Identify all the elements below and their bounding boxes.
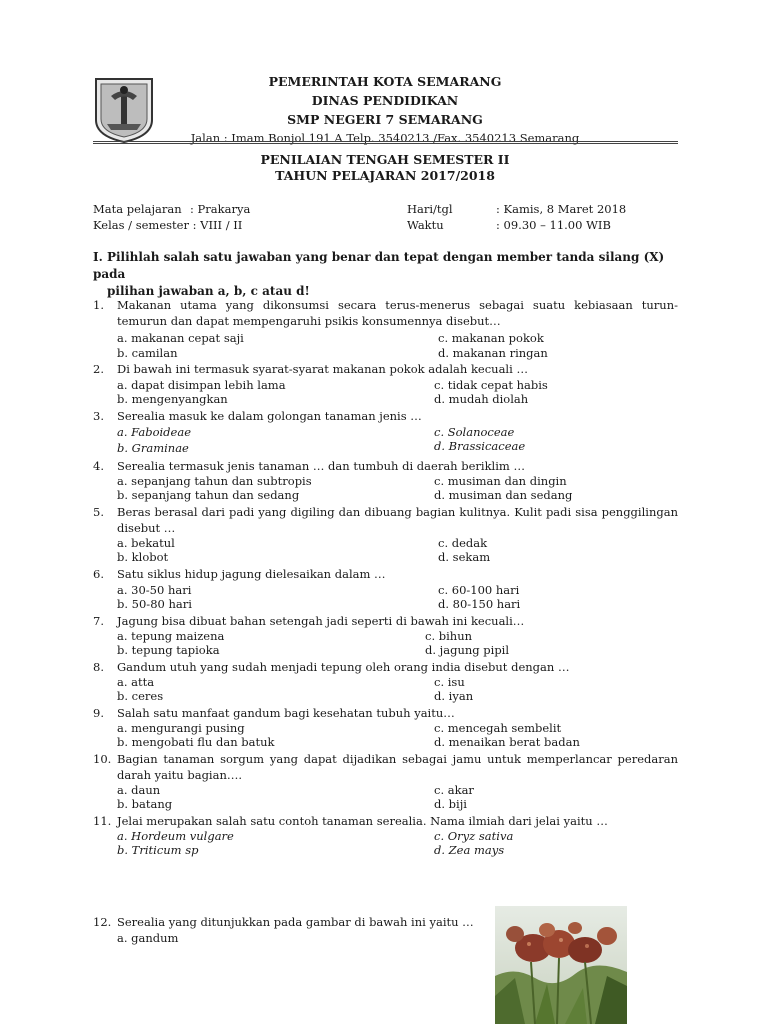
question-10: 10. Bagian tanaman sorgum yang dapat dijadikan sebagai jamu untuk memperlancar peredaran darah yaitu bagian…. (93, 752, 678, 782)
q5-option-c[interactable]: c. dedak (438, 536, 488, 550)
q10-option-d[interactable]: d. biji (434, 797, 467, 811)
q10-option-c[interactable]: c. akar (434, 783, 474, 797)
q3-option-d[interactable]: d. Brassicaceae (434, 439, 526, 453)
question-2: 2. Di bawah ini termasuk syarat-syarat makanan pokok adalah kecuali … (93, 362, 528, 376)
q4-option-a[interactable]: a. sepanjang tahun dan subtropis (117, 474, 312, 488)
q9-option-c[interactable]: c. mencegah sembelit (434, 721, 562, 735)
day-value: : Kamis, 8 Maret 2018 (496, 202, 627, 216)
q8-option-d[interactable]: d. iyan (434, 689, 474, 703)
academic-year: TAHUN PELAJARAN 2017/2018 (275, 168, 495, 183)
q2-option-d[interactable]: d. mudah diolah (434, 392, 529, 406)
q7-option-c[interactable]: c. bihun (425, 629, 473, 643)
class-semester: Kelas / semester : VIII / II (93, 218, 243, 232)
q8-option-c[interactable]: c. isu (434, 675, 465, 689)
q12-option-a[interactable]: a. gandum (117, 931, 179, 945)
q5-option-a[interactable]: a. bekatul (117, 536, 175, 550)
q5-option-d[interactable]: d. sekam (438, 550, 491, 564)
q8-option-a[interactable]: a. atta (117, 675, 155, 689)
q1-option-b[interactable]: b. camilan (117, 346, 178, 360)
q4-option-b[interactable]: b. sepanjang tahun dan sedang (117, 488, 300, 502)
subject-label: Mata pelajaran (93, 202, 182, 216)
q2-option-a[interactable]: a. dapat disimpan lebih lama (117, 378, 286, 392)
q7-option-d[interactable]: d. jagung pipil (425, 643, 510, 657)
government-name: PEMERINTAH KOTA SEMARANG (268, 74, 502, 89)
subject-value: : Prakarya (190, 202, 251, 216)
q6-option-d[interactable]: d. 80-150 hari (438, 597, 521, 611)
q11-option-c[interactable]: c. Oryz sativa (434, 829, 514, 843)
question-8: 8. Gandum utuh yang sudah menjadi tepung oleh orang india disebut dengan … (93, 660, 570, 674)
q6-option-b[interactable]: b. 50-80 hari (117, 597, 192, 611)
question-7: 7. Jagung bisa dibuat bahan setengah jadi seperti di bawah ini kecuali… (93, 614, 525, 628)
question-5: 5. Beras berasal dari padi yang digiling dan dibuang bagian kulitnya. Kulit padi sisa penggilingan disebut … (93, 505, 678, 535)
school-name: SMP NEGERI 7 SEMARANG (287, 112, 483, 127)
q5-option-b[interactable]: b. klobot (117, 550, 169, 564)
q1-option-a[interactable]: a. makanan cepat saji (117, 331, 244, 345)
city-emblem-logo (93, 76, 155, 144)
time-value: : 09.30 – 11.00 WIB (496, 218, 611, 232)
q9-option-a[interactable]: a. mengurangi pusing (117, 721, 245, 735)
question-4: 4. Serealia termasuk jenis tanaman … dan tumbuh di daerah beriklim … (93, 459, 525, 473)
school-address: Jalan : Imam Bonjol 191 A Telp. 3540213 /Fax. 3540213 Semarang (190, 131, 580, 145)
q1-option-d[interactable]: d. makanan ringan (438, 346, 548, 360)
question-3: 3. Serealia masuk ke dalam golongan tanaman jenis … (93, 409, 422, 423)
q10-option-b[interactable]: b. batang (117, 797, 173, 811)
q6-option-a[interactable]: a. 30-50 hari (117, 583, 192, 597)
header-divider-thin (93, 143, 678, 144)
q3-option-c[interactable]: c. Solanoceae (434, 425, 515, 439)
header-divider (93, 141, 678, 142)
time-label: Waktu (407, 218, 444, 232)
q4-option-c[interactable]: c. musiman dan dingin (434, 474, 567, 488)
q10-option-a[interactable]: a. daun (117, 783, 161, 797)
exam-title: PENILAIAN TENGAH SEMESTER II (260, 152, 510, 167)
department-name: DINAS PENDIDIKAN (311, 93, 459, 108)
q9-option-d[interactable]: d. menaikan berat badan (434, 735, 580, 749)
letterhead (150, 72, 620, 147)
question-6: 6. Satu siklus hidup jagung dielesaikan dalam … (93, 567, 386, 581)
q11-option-a[interactable]: a. Hordeum vulgare (117, 829, 234, 843)
q2-option-c[interactable]: c. tidak cepat habis (434, 378, 548, 392)
question-12: 12. Serealia yang ditunjukkan pada gambar di bawah ini yaitu … (93, 915, 474, 929)
q11-option-d[interactable]: d. Zea mays (434, 843, 505, 857)
q3-option-a[interactable]: a. Faboideae (117, 425, 192, 439)
q9-option-b[interactable]: b. mengobati flu dan batuk (117, 735, 275, 749)
q3-option-b[interactable]: b. Graminae (117, 441, 189, 455)
sorghum-photo (495, 906, 627, 1024)
instruction: I. Pilihlah salah satu jawaban yang benar dan tepat dengan member tanda silang (X) pada pilihan jawaban a, b, c atau d! (93, 250, 665, 298)
day-label: Hari/tgl (407, 202, 453, 216)
q7-option-b[interactable]: b. tepung tapioka (117, 643, 220, 657)
q6-option-c[interactable]: c. 60-100 hari (438, 583, 520, 597)
q4-option-d[interactable]: d. musiman dan sedang (434, 488, 573, 502)
question-1: 1. Makanan utama yang dikonsumsi secara terus-menerus sebagai suatu kebiasaan turun-temurun dan dapat mempengaruhi psikis konsumennya disebut… (93, 298, 678, 328)
q8-option-b[interactable]: b. ceres (117, 689, 164, 703)
q7-option-a[interactable]: a. tepung maizena (117, 629, 225, 643)
q2-option-b[interactable]: b. mengenyangkan (117, 392, 228, 406)
question-9: 9. Salah satu manfaat gandum bagi kesehatan tubuh yaitu… (93, 706, 455, 720)
q11-option-b[interactable]: b. Triticum sp (117, 843, 199, 857)
q1-option-c[interactable]: c. makanan pokok (438, 331, 544, 345)
question-11: 11. Jelai merupakan salah satu contoh tanaman serealia. Nama ilmiah dari jelai yaitu … (93, 814, 608, 828)
